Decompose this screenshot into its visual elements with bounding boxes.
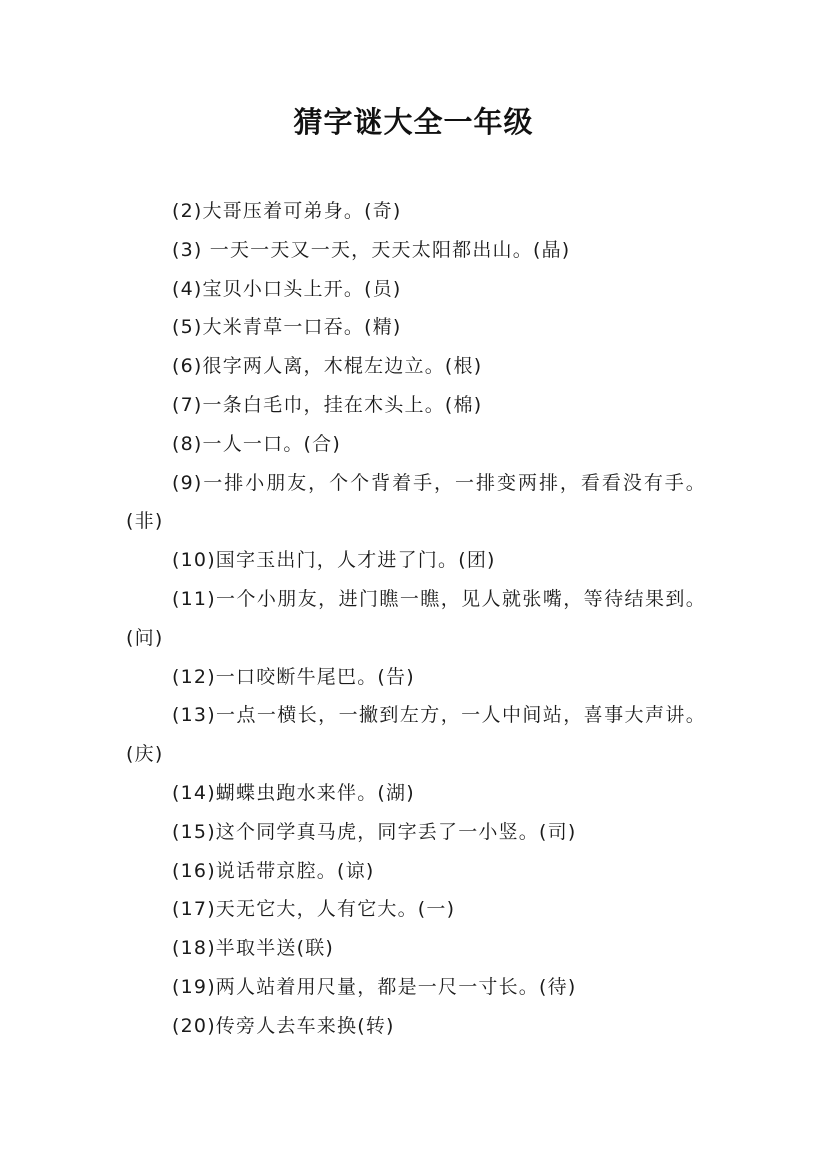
riddle-item: (15)这个同学真马虎，同字丢了一小竖。(司) <box>172 820 577 843</box>
riddle-item: (18)半取半送(联) <box>172 937 335 960</box>
riddle-item: (8)一人一口。(合) <box>172 432 341 455</box>
riddle-item: (4)宝贝小口头上开。(员) <box>172 277 402 300</box>
riddle-item: (17)天无它大，人有它大。(一) <box>172 898 456 921</box>
riddle-item: (10)国字玉出门，人才进了门。(团) <box>172 549 496 572</box>
riddle-item: (12)一口咬断牛尾巴。(告) <box>172 665 415 688</box>
riddle-item: (11)一个小朋友，进门瞧一瞧，见人就张嘴，等待结果到。(问) <box>126 587 706 649</box>
riddle-item: (5)大米青草一口吞。(精) <box>172 316 402 339</box>
riddle-item: (3) 一天一天又一天，天天太阳都出山。(晶) <box>172 238 571 261</box>
riddle-list <box>126 192 706 1046</box>
riddle-item: (7)一条白毛巾，挂在木头上。(棉) <box>172 393 483 416</box>
riddle-item: (2)大哥压着可弟身。(奇) <box>172 200 402 222</box>
page-title: 猜字谜大全一年级 <box>293 105 534 139</box>
riddle-item: (9)一排小朋友，个个背着手，一排变两排，看看没有手。(非) <box>126 471 706 533</box>
riddle-item: (6)很字两人离，木棍左边立。(根) <box>172 355 483 378</box>
riddle-item: (13)一点一横长，一撇到左方，一人中间站，喜事大声讲。(庆) <box>126 704 706 766</box>
riddle-item: (19)两人站着用尺量，都是一尺一寸长。(待) <box>172 975 577 998</box>
riddle-item: (14)蝴蝶虫跑水来伴。(湖) <box>172 781 415 804</box>
riddle-item: (16)说话带京腔。(谅) <box>172 859 375 882</box>
riddle-item: (20)传旁人去车来换(转) <box>172 1014 395 1037</box>
